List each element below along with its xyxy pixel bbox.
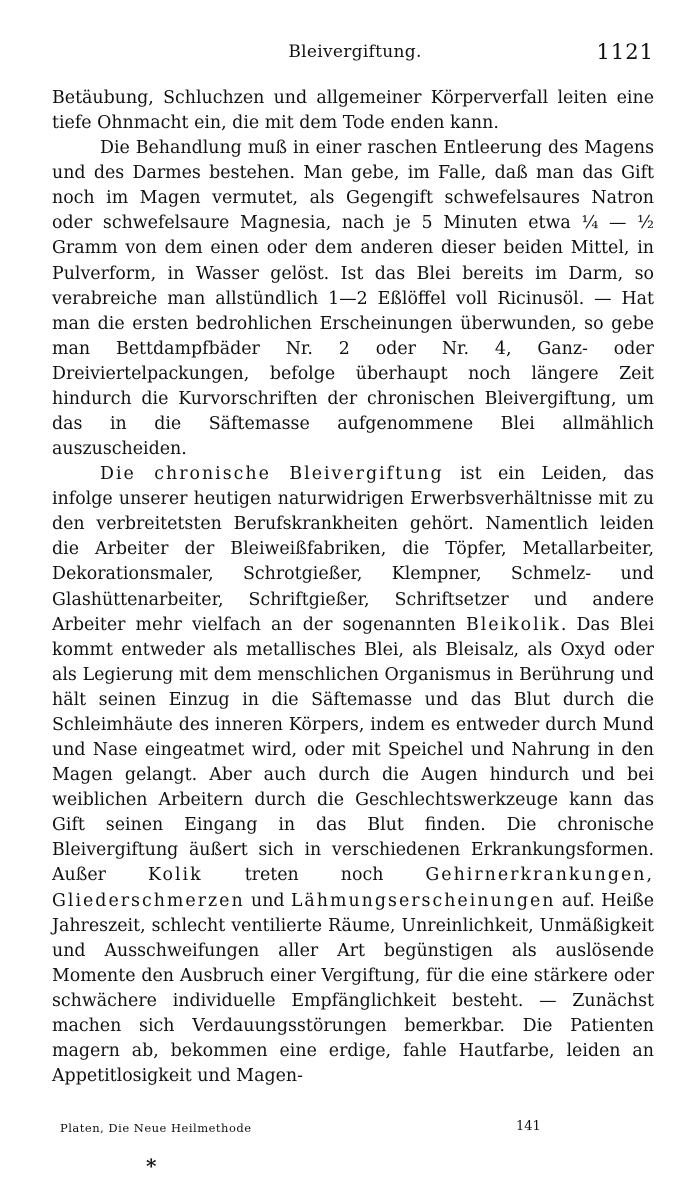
running-title: Bleivergiftung. [288,42,422,62]
paragraph [52,462,654,1089]
emphasized-term: Die chronische Bleivergiftung [100,464,444,485]
text-segment: und [244,890,291,911]
body-text [52,86,654,1089]
paragraph [52,86,654,136]
text-segment: Betäubung, Schluchzen und allgemeiner Körperverfall leiten eine tiefe Ohnmacht ein, die mit dem Tode enden kann. [52,88,654,134]
text-segment: auf. Heiße Jahreszeit, schlecht ventilierte Räume, Unreinlichkeit, Unmäßigkeit und Ausschweifungen aller Art begünstigen als auslösende Momente den Ausbruch einer Vergiftung, für die eine stärkere oder schwächere individuelle Empfänglichkeit besteht. — Zunächst machen sich Verdauungsstörungen bemerkbar. Die Patienten magern ab, bekommen eine erdige, fahle Hautfarbe, leiden an Appetitlosigkeit und Magen- [52,890,654,1087]
text-segment: . Das Blei kommt entweder als metallisches Blei, als Bleisalz, als Oxyd oder als Legierung mit dem menschlichen Organismus in Berührung und hält seinen Einzug in die Säftemasse und das Blut durch die Schleimhäute des inneren Körpers, indem es entweder durch Mund und Nase eingeatmet wird, oder mit Speichel und Nahrung in den Magen gelangt. Aber auch durch die Augen hindurch und bei weiblichen Arbeitern durch die Geschlechtswerkzeuge kann das Gift seinen Eingang in das Blut finden. Die chronische Bleivergiftung äußert sich in verschiedenen Erkrankungsformen. Außer [52,614,654,886]
emphasized-term: Bleikolik [465,614,561,635]
running-header [56,42,654,72]
book-reference: Platen, Die Neue Heilmethode [60,1121,252,1135]
emphasized-term: Gehirnerkrankungen, Gliederschmerzen [52,865,654,911]
page-number: 1121 [596,40,654,64]
emphasized-term: Lähmungserscheinungen [290,890,556,911]
text-segment: Die Behandlung muß in einer raschen Entleerung des Magens und des Darmes bestehen. Man gebe, im Falle, daß man das Gift noch im Magen vermutet, als Gegengift schwefelsaures Natron oder schwefelsaure Magnesia, nach je 5 Minuten etwa ¼ — ½ Gramm von dem einen oder dem anderen dieser beiden Mittel, in Pulverform, in Wasser gelöst. Ist das Blei bereits im Darm, so verabreiche man allstündlich 1—2 Eßlöffel voll Ricinusöl. — Hat man die ersten bedrohlichen Erscheinungen überwunden, so gebe man Bettdampfbäder Nr. 2 oder Nr. 4, Ganz- oder Dreiviertelpackungen, befolge überhaupt noch längere Zeit hindurch die Kurvorschriften der chronischen Bleivergiftung, um das in die Säftemasse aufgenommene Blei allmählich auszuscheiden. [52,138,654,460]
sheet-mark: * [146,1154,157,1178]
paragraph [52,136,654,462]
text-segment: ist ein Leiden, das infolge unserer heutigen naturwidrigen Erwerbsverhältnisse mit zu den verbreitetsten Berufskrankheiten gehört. Namentlich leiden die Arbeiter der Bleiweißfabriken, die Töpfer, Metallarbeiter, Dekorationsmaler, Schrotgießer, Klempner, Schmelz- und Glashüttenarbeiter, Schriftgießer, Schriftsetzer und andere Arbeiter mehr vielfach an der sogenannten [52,464,654,635]
text-segment: treten noch [202,865,426,886]
sheet-signature: 141 [516,1119,541,1134]
page-footer [60,1119,620,1141]
emphasized-term: Kolik [148,865,203,886]
